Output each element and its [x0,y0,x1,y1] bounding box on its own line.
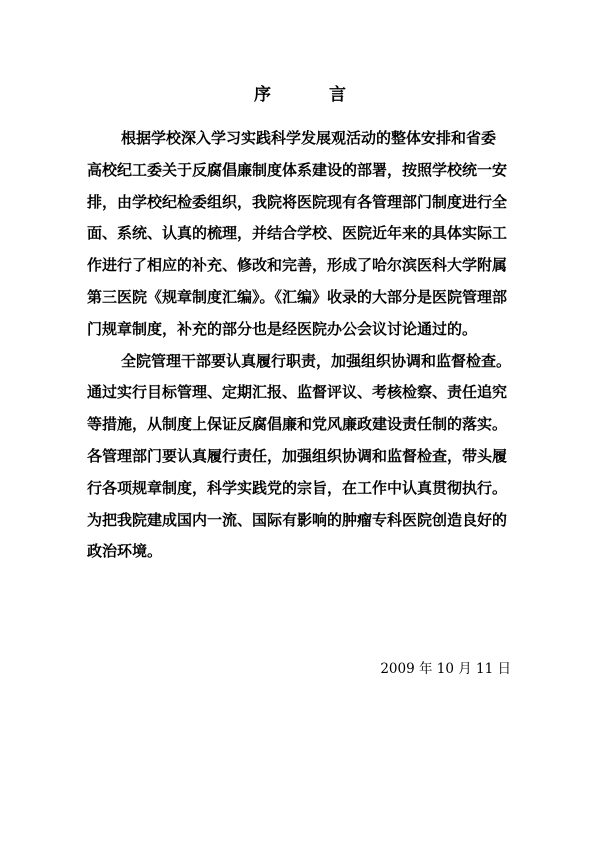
paragraph-line: 政治环境。 [87,542,163,561]
paragraph-line: 通过实行目标管理、定期汇报、监督评议、考核检察、责任追究 [87,383,508,402]
paragraph-line: 全院管理干部要认真履行职责，加强组织协调和监督检查。 [121,351,512,370]
preface-body [87,123,523,568]
paragraph-line: 根据学校深入学习实践科学发展观活动的整体安排和省委 [121,129,497,147]
paragraph-line: 为把我院建成国内一流、国际有影响的肿瘤专科医院创造良好的 [87,510,508,529]
paragraph-line: 作进行了相应的补充、修改和完善，形成了哈尔滨医科大学附属 [87,256,508,275]
page-title: 序 言 [254,85,372,105]
paragraph-2 [87,346,523,569]
paragraph-line: 第三医院《规章制度汇编》。《汇编》收录的大部分是医院管理部 [87,287,508,306]
paragraph-line: 门规章制度，补充的部分也是经医院办公会议讨论通过的。 [87,319,478,338]
paragraph-line: 排，由学校纪检委组织，我院将医院现有各管理部门制度进行全 [87,192,508,211]
paragraph-line: 等措施，从制度上保证反腐倡廉和党风廉政建设责任制的落实。 [87,415,508,434]
document-date: 2009 年 10 月 11 日 [380,661,511,677]
paragraph-line: 面、系统、认真的梳理，并结合学校、医院近年来的具体实际工 [87,224,508,243]
paragraph-line: 高校纪工委关于反腐倡廉制度体系建设的部署，按照学校统一安 [87,160,508,179]
paragraph-line: 各管理部门要认真履行责任，加强组织协调和监督检查，带头履 [87,446,508,465]
paragraph-1 [87,123,523,346]
paragraph-line: 行各项规章制度，科学实践党的宗旨，在工作中认真贯彻执行。 [87,478,508,497]
